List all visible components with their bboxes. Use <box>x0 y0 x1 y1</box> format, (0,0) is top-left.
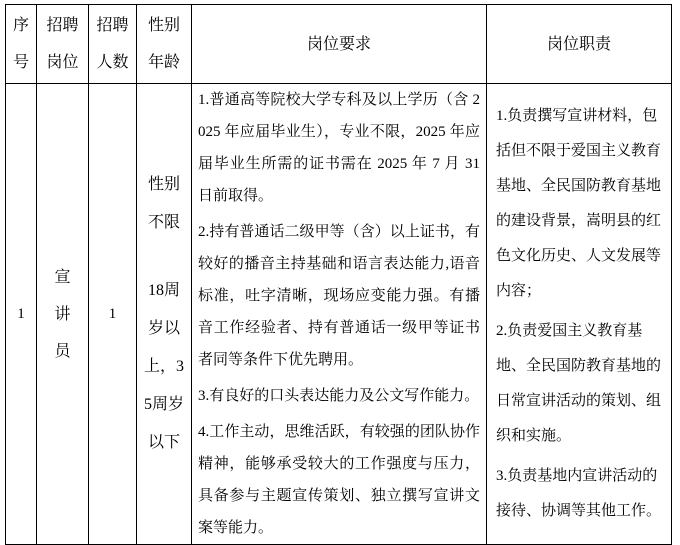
table-row <box>6 84 672 545</box>
table-header-row <box>6 5 672 84</box>
cell-count <box>89 84 137 545</box>
requirement-item: 2.持有普通话二级甲等（含）以上证书，有较好的播音主持基础和语言表达能力,语音标准，吐字清晰，现场应变能力强。有播音工作经验者、持有普通话一级甲等证书者同等条件下优先聘用。 <box>198 224 480 368</box>
header-position <box>37 5 89 84</box>
requirement-item: 4.工作主动，思维活跃，有较强的团队协作精神，能够承受较大的工作强度与压力，具备参与主题宣传策划、独立撰写宣讲文案等能力。 <box>198 424 480 536</box>
header-requirements-label: 岗位要求 <box>306 35 371 53</box>
header-seq-label: 序号 <box>12 17 29 71</box>
recruitment-table <box>5 4 672 545</box>
header-gender-age-label: 性别年龄 <box>147 17 180 71</box>
position-value: 宣讲员 <box>54 268 71 360</box>
duty-item: 3.负责基地内宣讲活动的接待、协调等其他工作。 <box>496 468 662 519</box>
duty-item: 1.负责撰写宣讲材料，包括但不限于爱国主义教育基地、全民国防教育基地的建设背景，嵩明县的红色文化历史、人文发展等内容； <box>496 108 662 299</box>
cell-requirements <box>192 84 487 545</box>
header-seq <box>6 5 37 84</box>
seq-value: 1 <box>17 305 25 322</box>
header-duties <box>487 5 672 84</box>
header-count-label: 招聘人数 <box>96 17 129 71</box>
requirement-item: 3.有良好的口头表达能力及公文写作能力。 <box>198 388 480 404</box>
cell-seq <box>6 84 37 545</box>
cell-duties <box>487 84 672 545</box>
header-duties-label: 岗位职责 <box>546 35 611 53</box>
header-gender-age <box>137 5 192 84</box>
age-value: 18周岁以上，35周岁以下 <box>144 282 185 451</box>
cell-position <box>37 84 89 545</box>
cell-gender-age <box>137 84 192 545</box>
count-value: 1 <box>108 305 117 322</box>
header-requirements <box>192 5 487 84</box>
header-position-label: 招聘岗位 <box>46 17 79 71</box>
header-count <box>89 5 137 84</box>
gender-value: 性别不限 <box>147 176 180 231</box>
duty-item: 2.负责爱国主义教育基地、全民国防教育基地的日常宣讲活动的策划、组织和实施。 <box>496 323 662 444</box>
requirement-item: 1.普通高等院校大学专科及以上学历（含 2025 年应届毕业生），专业不限，2025 年应届毕业生所需的证书需在 2025 年 7 月 31 日前取得。 <box>198 92 480 204</box>
